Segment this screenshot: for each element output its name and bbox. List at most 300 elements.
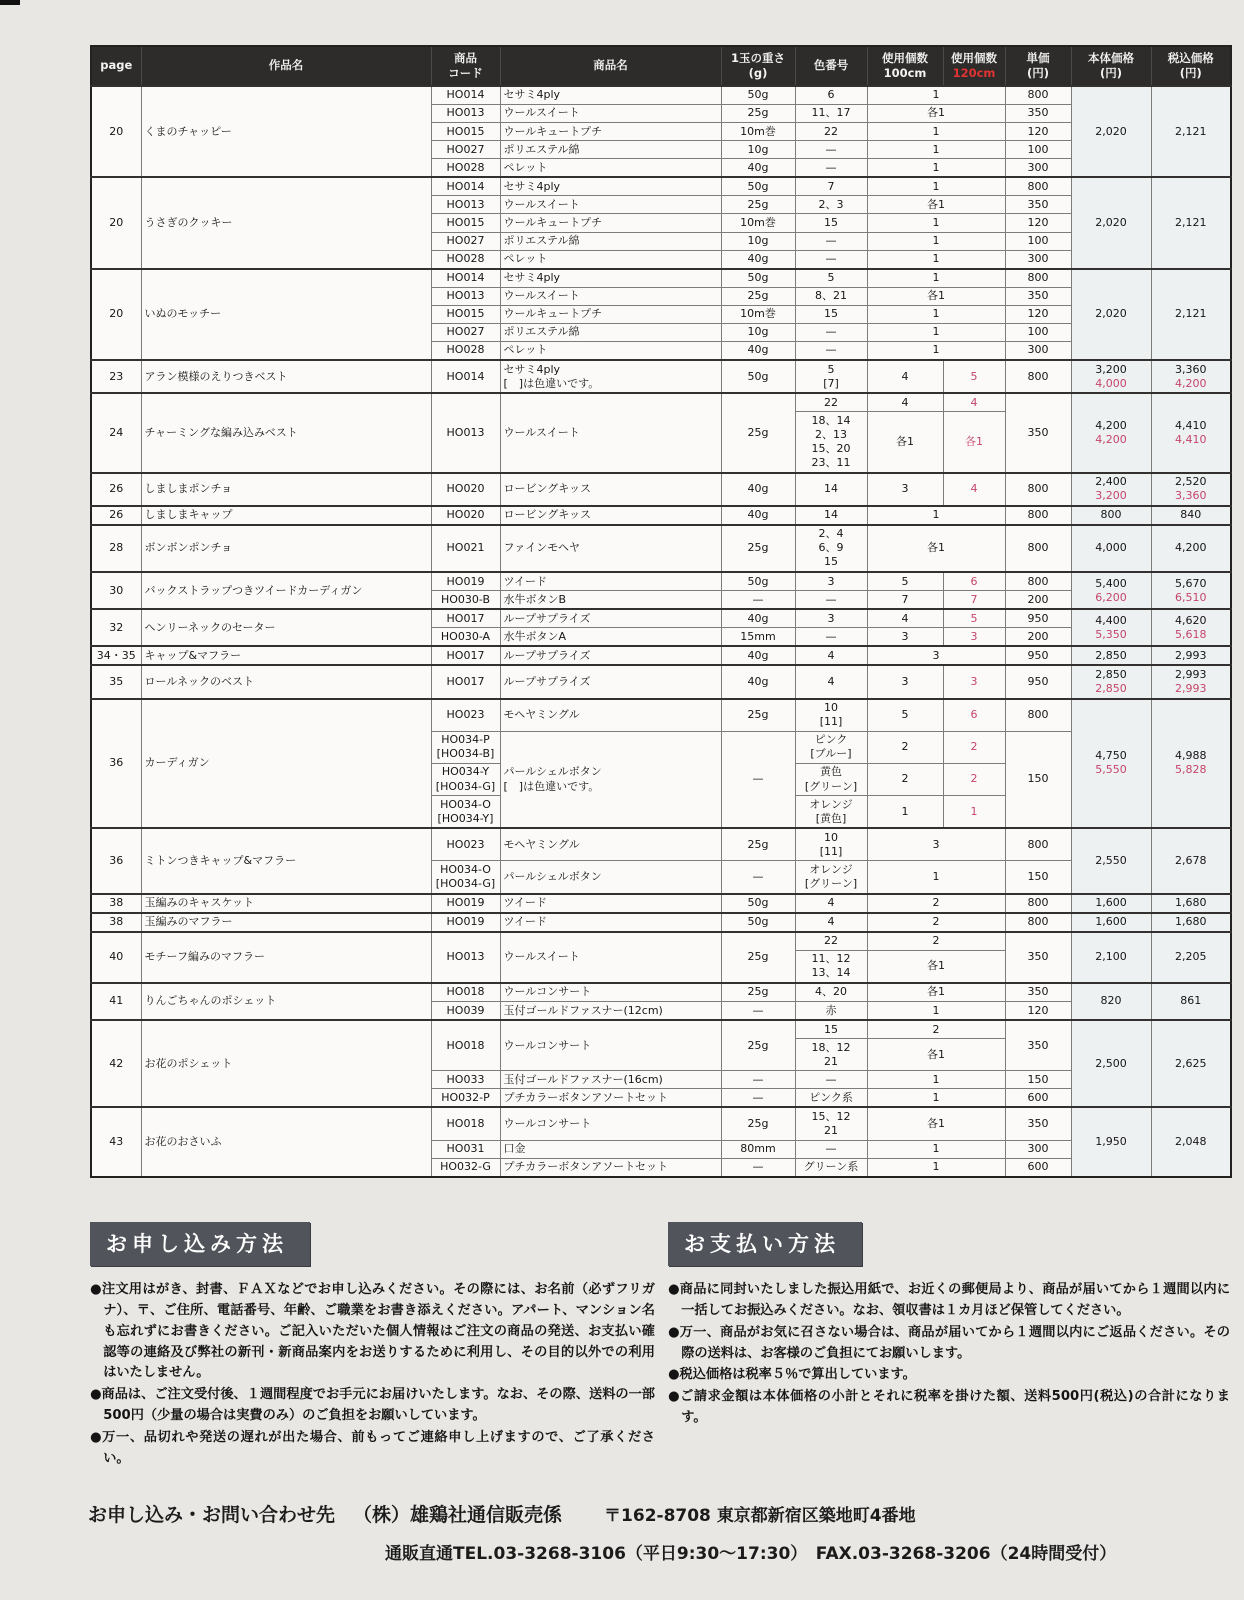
table-cell: 8、21 [795,287,867,305]
table-cell: 各1 [943,412,1005,473]
table-cell: 4 [867,609,943,628]
table-row [91,572,1231,591]
table-cell: — [721,1002,795,1021]
table-cell: セサミ4ply [500,86,721,105]
table-cell: HO027 [431,232,500,250]
table-cell: 1 [943,796,1005,829]
table-row [91,393,1231,412]
table-cell: 水牛ボタンB [500,591,721,610]
table-cell: 10 [11] [795,828,867,861]
table-cell: 4 [943,473,1005,506]
table-cell: 350 [1005,196,1071,214]
table-cell: 2 [867,731,943,763]
table-cell: 100 [1005,141,1071,159]
table-cell: ウールコンサート [500,983,721,1002]
table-cell: HO013 [431,196,500,214]
table-cell: HO017 [431,646,500,665]
table-cell: 43 [91,1107,141,1176]
table-cell: ヘンリーネックのセーター [141,609,431,646]
table-cell: HO017 [431,609,500,628]
table-cell: 7 [943,591,1005,610]
table-cell: HO019 [431,913,500,932]
payment-method-list [668,1280,1230,1429]
table-cell: 2 [867,913,1005,932]
table-cell: HO027 [431,323,500,341]
table-cell: HO023 [431,828,500,861]
table-cell: 800 [1005,525,1071,572]
table-cell: 2,121 [1151,177,1231,268]
table-cell: 5 [7] [795,360,867,393]
table-cell: 800 [1005,894,1071,913]
table-cell: 300 [1005,1140,1071,1158]
table-cell: 800 [1005,913,1071,932]
table-row [91,1020,1231,1039]
table-cell: 11、17 [795,104,867,122]
table-cell: モヘヤミングル [500,699,721,732]
table-cell: 50g [721,86,795,105]
table-cell: 50g [721,572,795,591]
table-cell: 840 [1151,506,1231,525]
table-cell: 800 [1005,269,1071,288]
table-cell: 3 [943,665,1005,698]
table-cell: 800 [1005,828,1071,861]
table-cell: HO034-P [HO034-B] [431,731,500,763]
table-cell: 25g [721,287,795,305]
table-cell: 300 [1005,250,1071,269]
table-cell: 40g [721,341,795,360]
table-cell: 22 [795,123,867,141]
table-row [91,894,1231,913]
table-cell: 36 [91,828,141,893]
table-cell: チャーミングな編み込みベスト [141,393,431,472]
table-cell: モチーフ編みのマフラー [141,932,431,983]
table-cell: ロールネックのベスト [141,665,431,698]
table-cell: ツイード [500,572,721,591]
table-cell: 4 [943,393,1005,412]
table-cell: 350 [1005,287,1071,305]
table-cell: 150 [1005,1071,1071,1089]
table-cell: ウールキュートプチ [500,123,721,141]
column-header: 1玉の重さ (g) [721,46,795,86]
table-cell: 25g [721,1107,795,1140]
note-item: ● 注文用はがき、封書、ＦＡＸなどでお申し込みください。その際には、お名前（必ずフリガナ）、〒、ご住所、電話番号、年齢、ご職業をお書き添えください。アパート、マンション名も忘れずにお書きください。ご記入いただいた個人情報はご注文の商品の発送、お支払い確認等の連絡及び弊社の新刊・新商品案内をお送りするために利用し、その目的以外での利用はいたしません。 [90,1280,655,1384]
table-cell: 1 [867,861,1005,894]
table-cell: アラン模様のえりつきベスト [141,360,431,393]
table-cell: 26 [91,473,141,506]
table-row [91,177,1231,196]
table-cell: 40g [721,159,795,178]
table-cell: 40g [721,665,795,698]
table-row [91,506,1231,525]
table-cell: 6 [943,699,1005,732]
table-cell: ピンク系 [795,1089,867,1108]
table-cell: ウールスイート [500,104,721,122]
table-cell: 5 [867,699,943,732]
table-cell: HO028 [431,341,500,360]
table-cell: 3 [867,665,943,698]
table-cell: 2 [867,894,1005,913]
table-cell: — [721,861,795,894]
table-cell: 2、4 6、9 15 [795,525,867,572]
table-cell: HO031 [431,1140,500,1158]
table-cell: 3,360 4,200 [1151,360,1231,393]
order-method-section [90,1222,655,1471]
table-cell: 4,620 5,618 [1151,609,1231,646]
table-cell: HO020 [431,473,500,506]
table-cell: 50g [721,913,795,932]
table-cell: 40g [721,250,795,269]
table-cell: HO015 [431,214,500,232]
table-cell: ツイード [500,894,721,913]
table-cell: HO023 [431,699,500,732]
table-cell: モヘヤミングル [500,828,721,861]
table-cell: 50g [721,269,795,288]
footer-phone-line: 通販直通TEL.03-3268-3106（平日9:30～17:30） FAX.03-3268-3206（24時間受付） [385,1544,1117,1564]
note-item: ● ご請求金額は本体価格の小計とそれに税率を掛けた額、送料500円(税込)の合計になります。 [668,1387,1230,1429]
table-cell: 350 [1005,393,1071,472]
table-cell: 300 [1005,159,1071,178]
table-cell: 2,625 [1151,1020,1231,1107]
table-cell: 120 [1005,123,1071,141]
table-cell: 7 [795,177,867,196]
table-cell: 4 [795,665,867,698]
table-cell: 2,550 [1071,828,1151,893]
table-cell: 14 [795,473,867,506]
table-cell: HO019 [431,572,500,591]
table-cell: HO019 [431,894,500,913]
table-cell: 2,993 2,993 [1151,665,1231,698]
table-row [91,525,1231,572]
table-cell: 2,500 [1071,1020,1151,1107]
table-cell: 5,670 6,510 [1151,572,1231,609]
table-cell: キャップ&マフラー [141,646,431,665]
table-row [91,86,1231,105]
table-cell: 100 [1005,232,1071,250]
table-cell: ツイード [500,913,721,932]
table-cell: HO018 [431,1107,500,1140]
table-cell: ポリエステル綿 [500,232,721,250]
table-cell: 36 [91,699,141,829]
table-cell: 玉編みのキャスケット [141,894,431,913]
table-cell: 1 [867,1089,1005,1108]
table-cell: 30 [91,572,141,609]
table-cell: HO015 [431,305,500,323]
table-cell: 3 [867,646,1005,665]
table-row [91,983,1231,1002]
table-cell: 2,020 [1071,177,1151,268]
table-cell: 10m巻 [721,305,795,323]
table-cell: 40g [721,506,795,525]
table-cell: — [721,1089,795,1108]
table-cell: 3 [795,609,867,628]
table-cell: 2 [943,731,1005,763]
table-cell: — [795,323,867,341]
table-cell: 3 [943,628,1005,647]
table-cell: 350 [1005,1107,1071,1140]
table-cell: 4,988 5,828 [1151,699,1231,829]
table-cell: 50g [721,177,795,196]
order-table [90,45,1232,1178]
table-cell: 7 [867,591,943,610]
table-cell: カーディガン [141,699,431,829]
notes-columns [90,1222,1230,1471]
table-cell: ファインモヘヤ [500,525,721,572]
footer-contact-label: お申し込み・お問い合わせ先 [88,1504,336,1526]
table-cell: セサミ4ply [ ]は色違いです。 [500,360,721,393]
table-cell: 80mm [721,1140,795,1158]
table-cell: 11、12 13、14 [795,950,867,983]
table-cell: 1 [867,250,1005,269]
table-cell: 40g [721,646,795,665]
table-cell: ポリエステル綿 [500,141,721,159]
table-cell: HO033 [431,1071,500,1089]
table-cell: 各1 [867,412,943,473]
table-cell: — [795,1140,867,1158]
table-cell: 各1 [867,1107,1005,1140]
table-cell: 800 [1005,506,1071,525]
table-cell: 4 [867,360,943,393]
table-row [91,609,1231,628]
table-row [91,269,1231,288]
table-cell: ピンク [ブルー] [795,731,867,763]
table-cell: 22 [795,393,867,412]
table-cell: プチカラーボタンアソートセット [500,1158,721,1177]
table-cell: 40 [91,932,141,983]
table-cell: 25g [721,932,795,983]
table-cell: 2,520 3,360 [1151,473,1231,506]
payment-method-section [668,1222,1230,1471]
table-cell: HO039 [431,1002,500,1021]
order-method-list [90,1280,655,1470]
table-cell: パールシェルボタン [500,861,721,894]
table-cell: 200 [1005,628,1071,647]
table-cell: — [795,141,867,159]
table-cell: HO014 [431,269,500,288]
table-cell: 3 [867,473,943,506]
table-cell: ウールキュートプチ [500,305,721,323]
table-cell: オレンジ [黄色] [795,796,867,829]
table-cell: HO013 [431,393,500,472]
table-cell: 4 [795,894,867,913]
table-cell: 800 [1005,177,1071,196]
table-cell: 35 [91,665,141,698]
table-cell: ループサプライズ [500,665,721,698]
table-cell: 26 [91,506,141,525]
table-cell: 1 [867,1071,1005,1089]
table-cell: HO017 [431,665,500,698]
table-cell: 1 [867,341,1005,360]
note-item: ● 商品に同封いたしました振込用紙で、お近くの郵便局より、商品が届いてから１週間以内に一括してお振込みください。なお、領収書は１カ月ほど保管してください。 [668,1280,1230,1322]
table-row [91,1107,1231,1140]
table-cell: 水牛ボタンA [500,628,721,647]
table-cell: ペレット [500,250,721,269]
table-cell: HO032-G [431,1158,500,1177]
table-cell: — [795,591,867,610]
table-cell: 120 [1005,1002,1071,1021]
table-cell: 800 [1005,572,1071,591]
table-cell: — [721,591,795,610]
table-cell: 15 [795,1020,867,1039]
table-cell: 1 [867,323,1005,341]
table-cell: 4,410 4,410 [1151,393,1231,472]
table-cell: 2,205 [1151,932,1231,983]
table-cell: 1 [867,1002,1005,1021]
table-cell: 120 [1005,214,1071,232]
table-cell: — [795,232,867,250]
table-cell: 5 [943,609,1005,628]
table-cell: HO014 [431,360,500,393]
table-cell: HO030-A [431,628,500,647]
table-cell: — [721,1158,795,1177]
table-cell: 25g [721,828,795,861]
table-row [91,932,1231,951]
table-cell: 42 [91,1020,141,1107]
table-cell: 25g [721,196,795,214]
table-cell: — [795,341,867,360]
table-cell: 2,020 [1071,269,1151,360]
table-cell: お花のポシェット [141,1020,431,1107]
table-cell: 100 [1005,323,1071,341]
table-cell: セサミ4ply [500,177,721,196]
table-row [91,913,1231,932]
table-cell: 4,200 [1151,525,1231,572]
table-cell: ループサプライズ [500,646,721,665]
column-header: 税込価格 (円) [1151,46,1231,86]
table-row [91,828,1231,861]
table-cell: ウールスイート [500,287,721,305]
table-cell: — [795,250,867,269]
table-cell: 1 [867,177,1005,196]
table-cell: ウールコンサート [500,1020,721,1071]
table-cell: 800 [1005,360,1071,393]
table-cell: 15 [795,214,867,232]
table-cell: 861 [1151,983,1231,1020]
table-cell: ウールキュートプチ [500,214,721,232]
table-cell: 1,950 [1071,1107,1151,1176]
column-header: 使用個数 120cm [943,46,1005,86]
table-cell: 3 [867,828,1005,861]
table-cell: HO013 [431,932,500,983]
table-cell: 350 [1005,983,1071,1002]
scan-artifact [0,0,20,5]
table-cell: 38 [91,913,141,932]
table-cell: 15、12 21 [795,1107,867,1140]
table-cell: 2,100 [1071,932,1151,983]
table-cell: 6 [943,572,1005,591]
table-cell: くまのチャッピー [141,86,431,177]
table-cell: 2,678 [1151,828,1231,893]
table-cell: HO013 [431,287,500,305]
table-cell: しましまキャップ [141,506,431,525]
column-header: 単価 (円) [1005,46,1071,86]
table-cell: オレンジ [グリーン] [795,861,867,894]
table-cell: 10g [721,323,795,341]
table-cell: ロービングキッス [500,473,721,506]
table-cell: バックストラップつきツイードカーディガン [141,572,431,609]
table-cell: パールシェルボタン [ ]は色違いです。 [500,731,721,828]
table-cell: 各1 [867,950,1005,983]
table-cell: 2,850 [1071,646,1151,665]
table-cell: 6 [795,86,867,105]
table-cell: 2 [867,1020,1005,1039]
table-cell: 5 [943,360,1005,393]
table-cell: 1 [867,141,1005,159]
table-cell: 10m巻 [721,123,795,141]
table-cell: 1 [867,305,1005,323]
table-cell: 820 [1071,983,1151,1020]
table-cell: 50g [721,360,795,393]
table-cell: — [795,628,867,647]
table-cell: 玉付ゴールドファスナー(16cm) [500,1071,721,1089]
table-cell: HO014 [431,177,500,196]
table-cell: 1 [867,269,1005,288]
order-table-area [90,45,1232,1178]
table-cell: うさぎのクッキー [141,177,431,268]
table-cell: 600 [1005,1158,1071,1177]
table-cell: 4 [795,646,867,665]
table-cell: HO030-B [431,591,500,610]
table-cell: 18、14 2、13 15、20 23、11 [795,412,867,473]
table-cell: 10 [11] [795,699,867,732]
column-header: 本体価格 (円) [1071,46,1151,86]
table-cell: 38 [91,894,141,913]
table-cell: 1 [867,232,1005,250]
table-cell: りんごちゃんのポシェット [141,983,431,1020]
table-cell: 5 [795,269,867,288]
table-cell: 10g [721,141,795,159]
table-cell: HO028 [431,250,500,269]
table-cell: 各1 [867,525,1005,572]
table-cell: 950 [1005,646,1071,665]
table-cell: 350 [1005,104,1071,122]
table-cell: プチカラーボタンアソートセット [500,1089,721,1108]
table-cell: 20 [91,86,141,177]
table-cell: 34・35 [91,646,141,665]
column-header: 商品 コード [431,46,500,86]
table-cell: — [795,1071,867,1089]
table-cell: 5 [867,572,943,591]
table-cell: 150 [1005,731,1071,828]
table-cell: 40g [721,609,795,628]
table-cell: 10m巻 [721,214,795,232]
table-cell: 1 [867,1140,1005,1158]
table-cell: ウールコンサート [500,1107,721,1140]
table-cell: HO020 [431,506,500,525]
table-cell: 2,993 [1151,646,1231,665]
table-cell: 950 [1005,665,1071,698]
table-cell: HO018 [431,983,500,1002]
table-cell: 50g [721,894,795,913]
table-cell: 1 [867,214,1005,232]
table-cell: ウールスイート [500,196,721,214]
footer-address: 〒162-8708 東京都新宿区築地町4番地 [604,1506,916,1526]
table-cell: 950 [1005,609,1071,628]
table-row [91,360,1231,393]
table-cell: 2,121 [1151,86,1231,177]
table-cell: 1 [867,123,1005,141]
table-cell: ミトンつきキャップ&マフラー [141,828,431,893]
column-header: 作品名 [141,46,431,86]
table-cell: 350 [1005,932,1071,983]
table-cell: 300 [1005,341,1071,360]
table-cell: セサミ4ply [500,269,721,288]
table-cell: HO015 [431,123,500,141]
table-cell: 25g [721,1020,795,1071]
column-header: 色番号 [795,46,867,86]
table-cell: 2,121 [1151,269,1231,360]
table-cell: HO034-O [HO034-G] [431,861,500,894]
table-cell: 2 [867,763,943,795]
